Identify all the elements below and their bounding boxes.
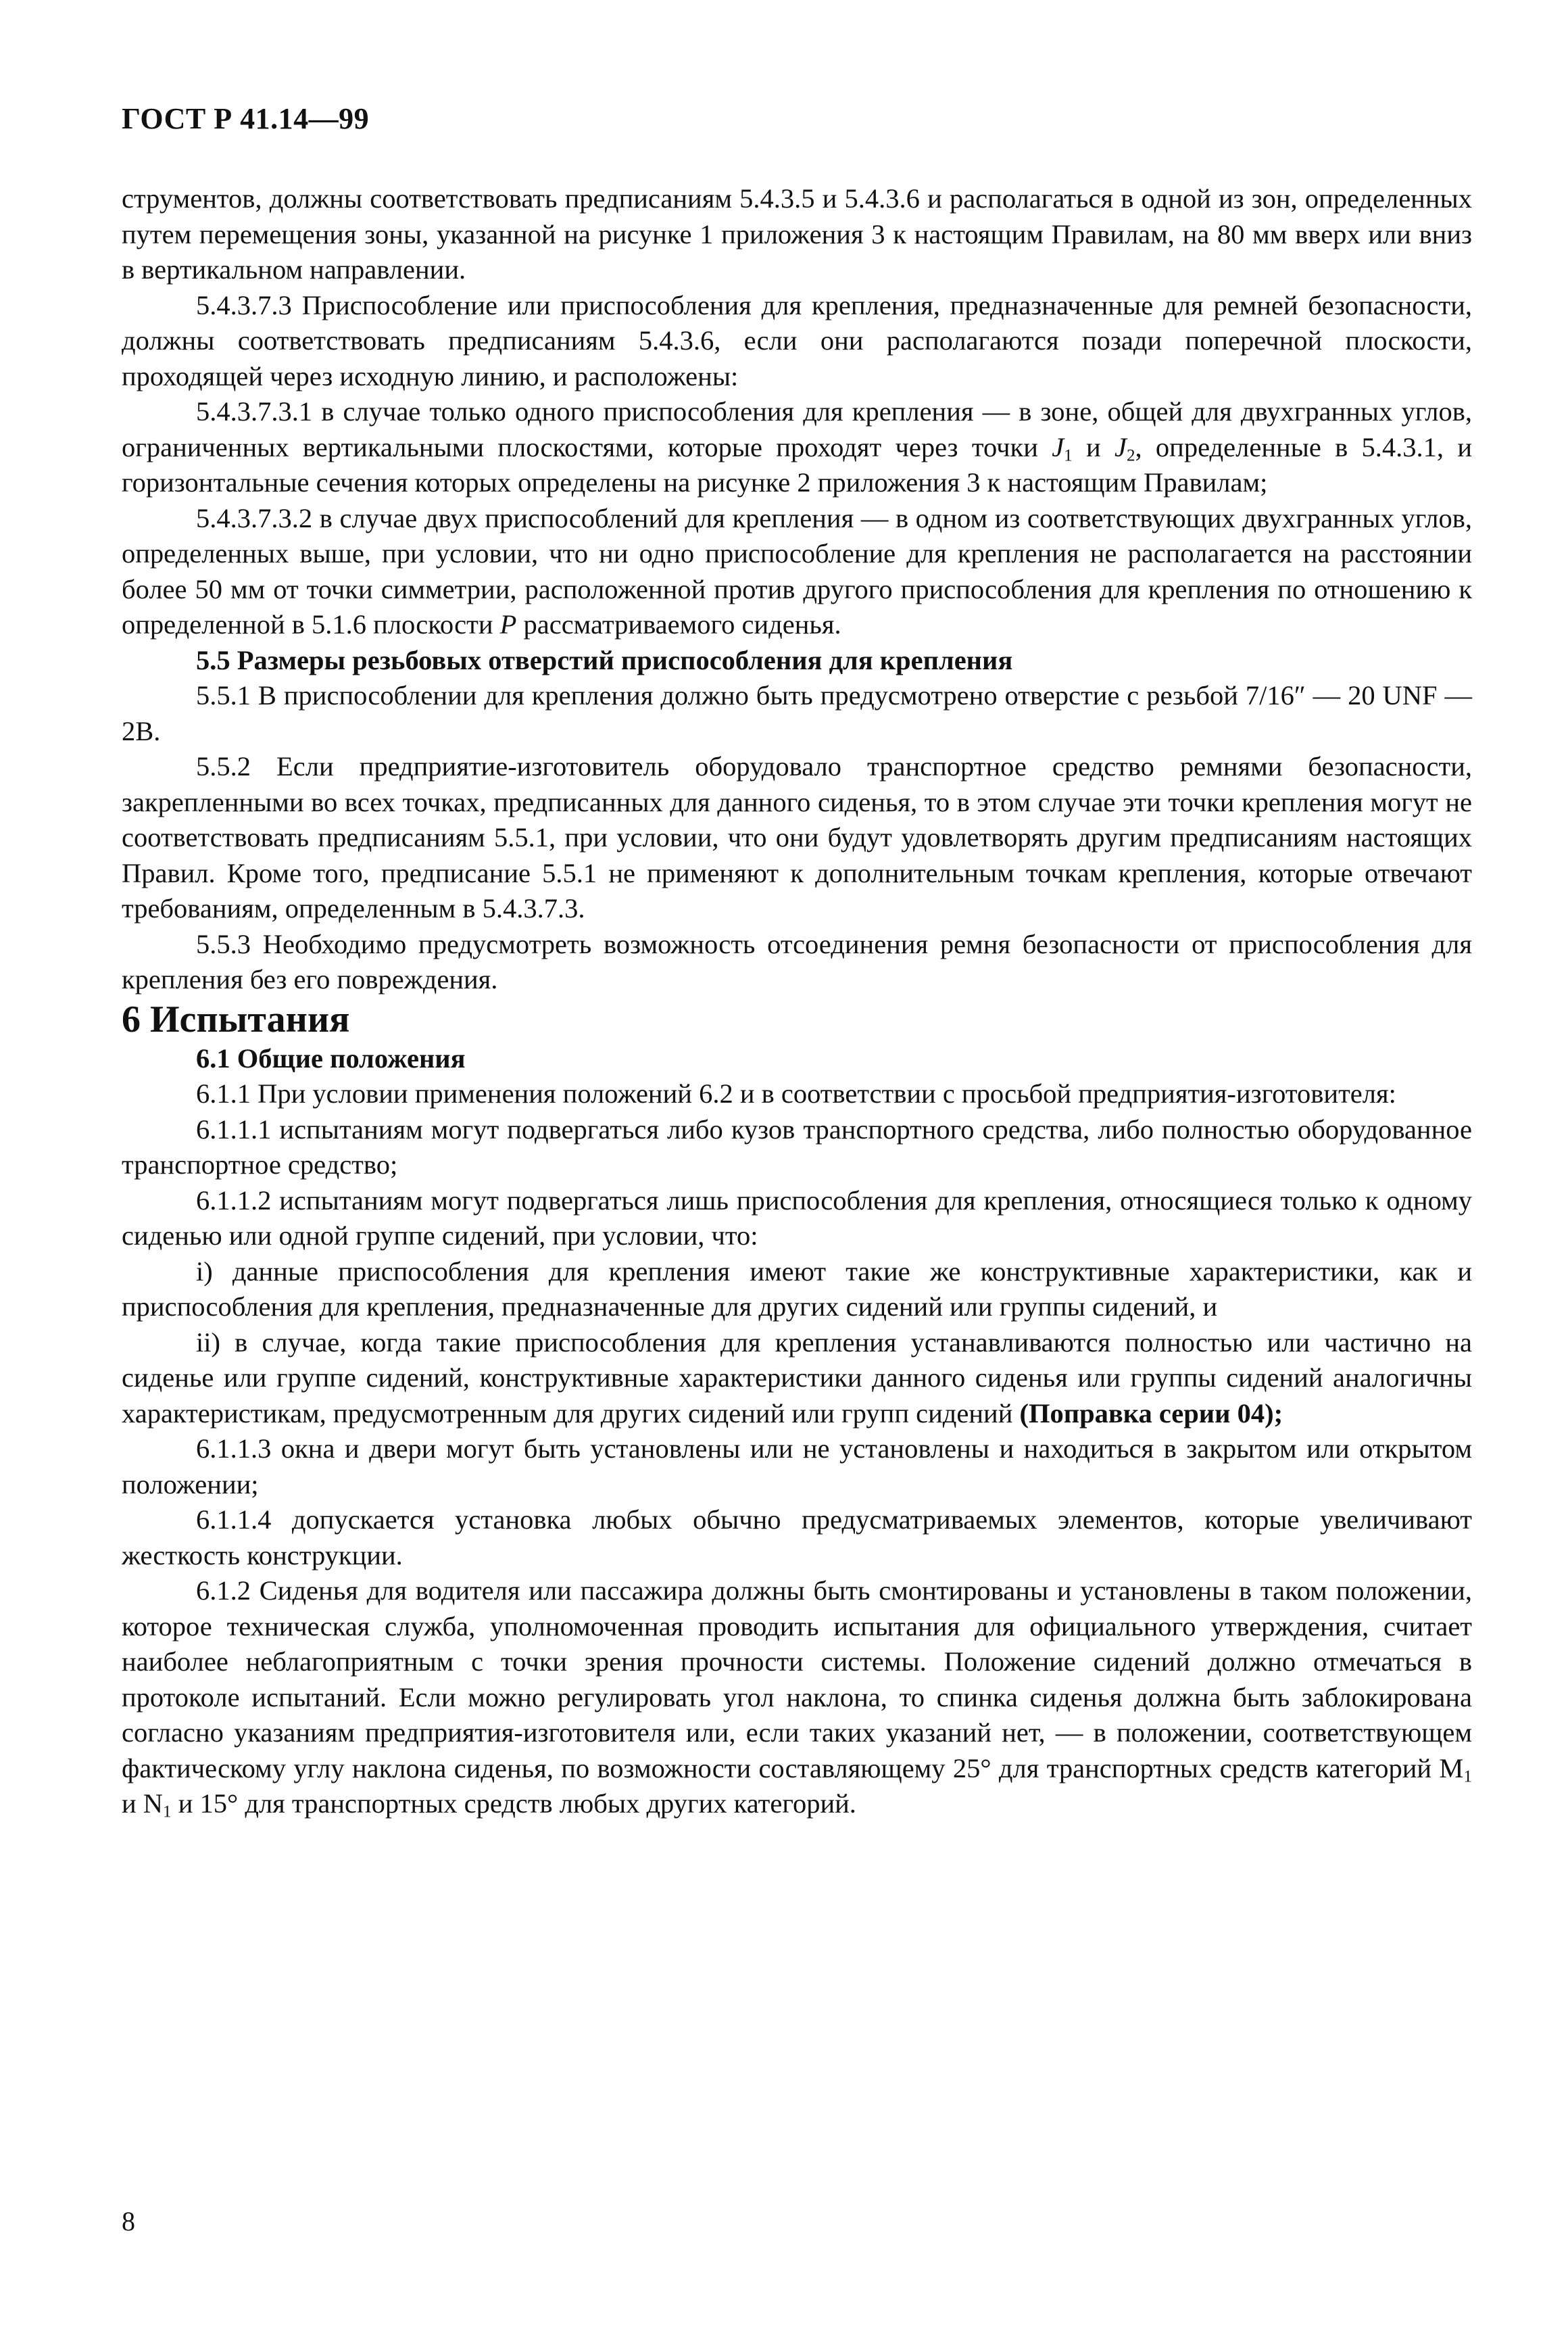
section-heading-6: 6 Испытания	[122, 998, 350, 1040]
subscript: 2	[1126, 446, 1135, 464]
conjunction: и	[1086, 431, 1101, 462]
subscript: 1	[1463, 1767, 1472, 1785]
plane-p-symbol: P	[499, 609, 517, 640]
document-header: ГОСТ Р 41.14—99	[122, 102, 370, 135]
paragraph-text: и N	[122, 1788, 164, 1819]
document-body	[122, 181, 1472, 1822]
paragraph-text: 5.4.3.7.3.1 в случае только одного приспособления для крепления — в зоне, общей для двухгранных углов, ограниченных вертикальными плоскостями, которые проходят через точки	[122, 396, 1472, 462]
paragraph-text: , определенные в 5.4.3.1, и горизонтальные сечения которых определены на рисунке 2 приложения 3 к настоящим Правилам;	[122, 431, 1472, 498]
paragraph-6-1-1-1: 6.1.1.1 испытаниям могут подвергаться либо кузов транспортного средства, либо полностью оборудованное транспортное средство;	[122, 1113, 1472, 1180]
subscript: 1	[1064, 446, 1073, 464]
paragraph-text: рассматриваемого сиденья.	[523, 609, 841, 640]
paragraph-5-4-3-7-3-1	[122, 394, 1472, 501]
paragraph-text: 6.1.2 Сиденья для водителя или пассажира должны быть смонтированы и установлены в таком положении, которое техническая служба, уполномоченная проводить испытания для официального утверждения, считает наиболее неблагоприятным с точки зрения прочности системы. Положение сидений должно отмечаться в протоколе испытаний. Если можно регулировать угол наклона, то спинка сиденья должна быть заблокирована согласно указаниям предприятия-изготовителя или, если таких указаний нет, — в положении, соответствующем фактическому углу наклона сиденья, по возможности составляющему 25° для транспортных средств категорий M	[122, 1575, 1472, 1783]
paragraph-text: и 15° для транспортных средств любых других категорий.	[178, 1788, 856, 1819]
page-number: 8	[122, 2206, 135, 2236]
point-j-symbol: J	[1114, 431, 1127, 462]
subsection-heading-5-5: 5.5 Размеры резьбовых отверстий приспособления для крепления	[196, 644, 1013, 675]
paragraph-5-5-3: 5.5.3 Необходимо предусмотреть возможность отсоединения ремня безопасности от приспособления для крепления без его повреждения.	[122, 928, 1472, 994]
list-item-ii	[122, 1325, 1472, 1432]
point-j-symbol: J	[1052, 431, 1064, 462]
paragraph-5-4-3-7-3: 5.4.3.7.3 Приспособление или приспособления для крепления, предназначенные для ремней безопасности, должны соответствовать предписаниям 5.4.3.6, если они располагаются позади поперечной плоскости, проходящей через исходную линию, и расположены:	[122, 289, 1472, 391]
paragraph-6-1-1-2: 6.1.1.2 испытаниям могут подвергаться лишь приспособления для крепления, относящиеся только к одному сиденью или одной группе сидений, при условии, что:	[122, 1184, 1472, 1251]
paragraph-text: 5.4.3.7.3.2 в случае двух приспособлений для крепления — в одном из соответствующих двухгранных углов, определенных выше, при условии, что ни одно приспособление для крепления не располагается на расстоянии более 50 мм от точки симметрии, расположенной против другого приспособления для крепления по отношению к определенной в 5.1.6 плоскости	[122, 502, 1472, 640]
paragraph-5-5-2: 5.5.2 Если предприятие-изготовитель оборудовало транспортное средство ремнями безопасности, закрепленными во всех точках, предписанных для данного сиденья, то в этом случае эти точки крепления могут не соответствовать предписаниям 5.5.1, при условии, что они будут удовлетворять другим предписаниям настоящих Правил. Кроме того, предписание 5.5.1 не применяют к дополнительным точкам крепления, которые отвечают требованиям, определенным в 5.4.3.7.3.	[122, 751, 1472, 924]
amendment-note: (Поправка серии 04);	[1019, 1397, 1283, 1429]
paragraph-5-5-1: 5.5.1 В приспособлении для крепления должно быть предусмотрено отверстие с резьбой 7/16″ — 20 UNF — 2B.	[122, 680, 1472, 746]
subscript: 1	[163, 1802, 172, 1821]
paragraph-6-1-1: 6.1.1 При условии применения положений 6.2 и в соответствии с просьбой предприятия-изготовителя:	[196, 1078, 1396, 1109]
paragraph-5-4-3-7-3-2	[122, 501, 1472, 643]
paragraph-6-1-2	[122, 1573, 1472, 1822]
list-item-i: i) данные приспособления для крепления имеют такие же конструктивные характеристики, как и приспособления для крепления, предназначенные для других сидений или группы сидений, и	[122, 1255, 1472, 1322]
paragraph-6-1-1-3: 6.1.1.3 окна и двери могут быть установлены или не установлены и находиться в закрытом или открытом положении;	[122, 1433, 1472, 1500]
paragraph-text: ii) в случае, когда такие приспособления для крепления устанавливаются полностью или частично на сиденье или группе сидений, конструктивные характеристики данного сиденья или группы сидений аналогичны характеристикам, предусмотренным для других сидений или групп сидений	[122, 1326, 1472, 1429]
paragraph-6-1-1-4: 6.1.1.4 допускается установка любых обычно предусматриваемых элементов, которые увеличивают жесткость конструкции.	[122, 1504, 1472, 1571]
paragraph-continuation: струментов, должны соответствовать предписаниям 5.4.3.5 и 5.4.3.6 и располагаться в одной из зон, определенных путем перемещения зоны, указанной на рисунке 1 приложения 3 к настоящим Правилам, на 80 мм вверх или вниз в вертикальном направлении.	[122, 183, 1472, 285]
subsection-heading-6-1: 6.1 Общие положения	[196, 1042, 466, 1074]
